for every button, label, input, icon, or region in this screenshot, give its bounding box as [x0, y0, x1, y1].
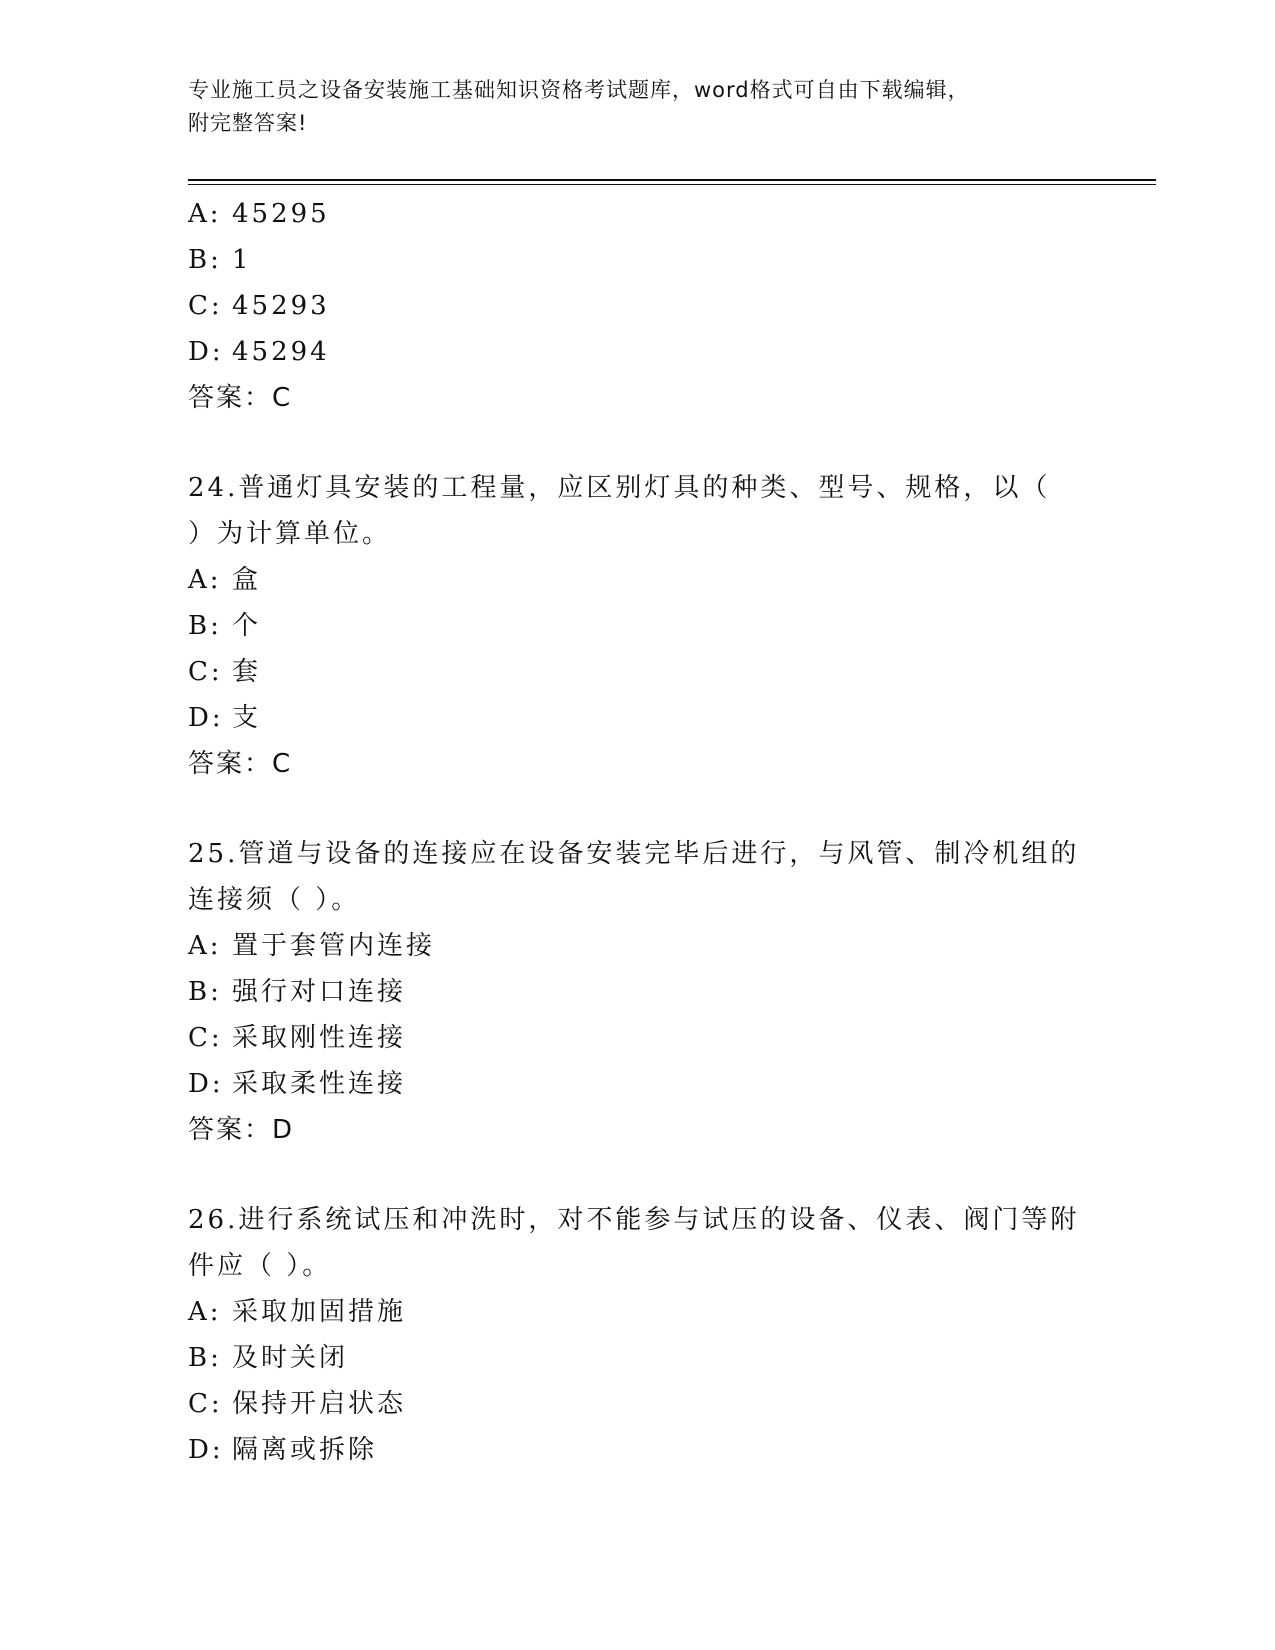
- option-text: 保持开启状态: [232, 1389, 407, 1419]
- option-letter: D:: [188, 1435, 224, 1465]
- option-text: 采取加固措施: [232, 1297, 407, 1327]
- option-letter: A:: [188, 931, 222, 961]
- option-text: 强行对口连接: [232, 977, 407, 1007]
- question-text-line-2: ）为计算单位。: [188, 519, 392, 549]
- answer-line: 答案：D: [188, 1115, 295, 1145]
- question-block-24: [188, 465, 1088, 787]
- option-text: 采取柔性连接: [232, 1069, 407, 1099]
- option-text: 及时关闭: [232, 1343, 349, 1373]
- option-b: [188, 237, 1088, 283]
- option-text: 置于套管内连接: [232, 931, 436, 961]
- option-text: 盒: [232, 565, 262, 595]
- option-d: [188, 1061, 1088, 1107]
- question-block-25: [188, 831, 1088, 1153]
- option-letter: D:: [188, 1069, 224, 1099]
- option-c: [188, 283, 1088, 329]
- option-letter: D:: [188, 337, 224, 367]
- question-block-23: [188, 191, 1088, 421]
- option-b: [188, 1335, 1088, 1381]
- header-line-1: 专业施工员之设备安装施工基础知识资格考试题库，word格式可自由下载编辑，: [188, 78, 970, 102]
- question-text-line-1: 24.普通灯具安装的工程量，应区别灯具的种类、型号、规格，以（: [188, 473, 1051, 503]
- option-d: [188, 329, 1088, 375]
- option-c: [188, 1015, 1088, 1061]
- answer-line: 答案：C: [188, 383, 293, 413]
- option-letter: A:: [188, 1297, 222, 1327]
- option-letter: B:: [188, 977, 222, 1007]
- answer-line: 答案：C: [188, 749, 293, 779]
- option-letter: A:: [188, 199, 222, 229]
- option-b: [188, 603, 1088, 649]
- option-a: [188, 557, 1088, 603]
- question-text-line-2: 件应（ ）。: [188, 1251, 332, 1281]
- header-line-2: 附完整答案!: [188, 111, 308, 135]
- header-rule-thin: [188, 184, 1156, 185]
- option-letter: D:: [188, 703, 224, 733]
- option-letter: A:: [188, 565, 222, 595]
- option-letter: B:: [188, 245, 222, 275]
- option-letter: B:: [188, 611, 222, 641]
- question-text-line-2: 连接须（ ）。: [188, 885, 361, 915]
- question-content: [188, 191, 1088, 1473]
- header-rule-thick: [188, 179, 1156, 181]
- option-d: [188, 695, 1088, 741]
- option-text: 支: [232, 703, 262, 733]
- option-b: [188, 969, 1088, 1015]
- option-letter: C:: [188, 1389, 223, 1419]
- option-c: [188, 1381, 1088, 1427]
- question-text-line-1: 25.管道与设备的连接应在设备安装完毕后进行，与风管、制冷机组的: [188, 839, 1080, 869]
- option-text: 隔离或拆除: [232, 1435, 378, 1465]
- option-d: [188, 1427, 1088, 1473]
- option-letter: C:: [188, 1023, 223, 1053]
- option-text: 45295: [232, 199, 330, 229]
- option-text: 采取刚性连接: [232, 1023, 407, 1053]
- option-letter: C:: [188, 657, 223, 687]
- question-block-26: [188, 1197, 1088, 1473]
- option-text: 个: [232, 611, 262, 641]
- option-text: 45294: [232, 337, 330, 367]
- option-a: [188, 923, 1088, 969]
- option-a: [188, 1289, 1088, 1335]
- option-text: 45293: [232, 291, 330, 321]
- option-a: [188, 191, 1088, 237]
- option-c: [188, 649, 1088, 695]
- option-text: 1: [232, 245, 252, 275]
- option-letter: C:: [188, 291, 223, 321]
- option-letter: B:: [188, 1343, 222, 1373]
- document-header: [188, 74, 1088, 140]
- question-text-line-1: 26.进行系统试压和冲洗时，对不能参与试压的设备、仪表、阀门等附: [188, 1205, 1080, 1235]
- option-text: 套: [232, 657, 262, 687]
